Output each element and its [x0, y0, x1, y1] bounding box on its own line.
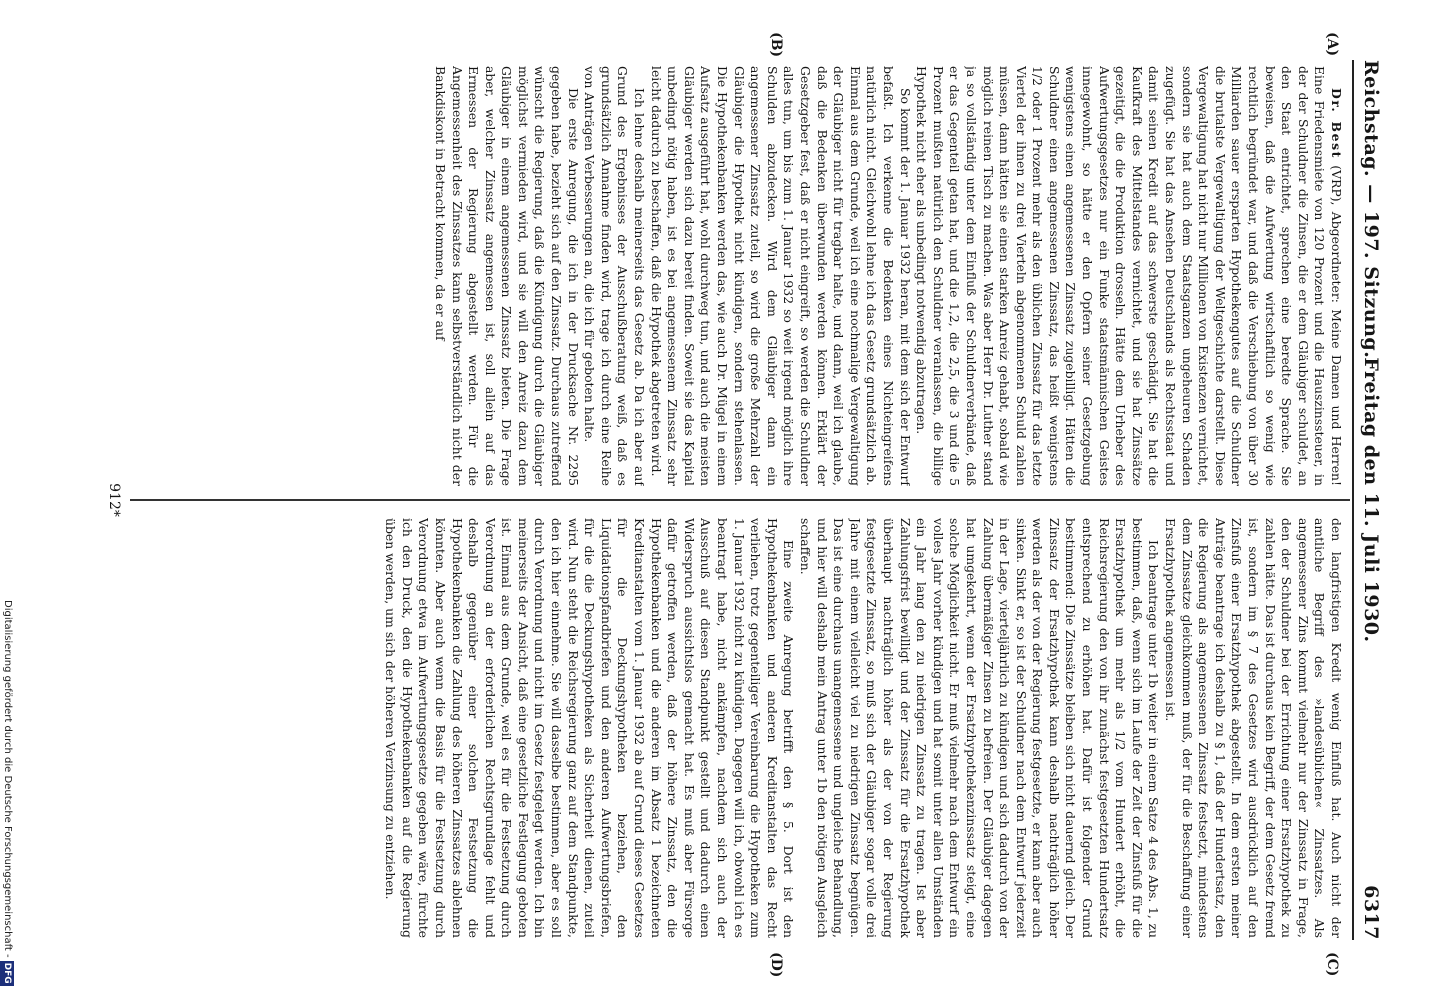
- margin-marker-c: (C): [1324, 952, 1340, 977]
- digitization-credit-text: [0, 600, 14, 984]
- header-page-number: 6317: [1360, 885, 1382, 940]
- speech-paragraph-4: Die erste Anregung, die ich in der Drucksache Nr. 2295 gegeben habe, bezieht sich auf den Zinssatz. Durchaus zutreffend wünscht die Regierung, daß die Kündigung durch die Gläubiger möglichst vermieden wird, und sie will den Anreiz dazu dem Gläubiger in einem angemessenen Zinssatz bieten. Die Frage aber, welcher Zinssatz angemessen ist, soll allein auf das Ermessen der Regierung abgestellt werden. Für die Angemessenheit des Zinssatzes kann selbstverständlich nicht der Bankdiskont in Betracht kommen, da er auf: [432, 66, 581, 486]
- header-date: Freitag den 11. Juli 1930.: [1360, 357, 1382, 643]
- left-text-column: [134, 66, 1344, 486]
- page-signature: 912*: [106, 483, 122, 517]
- header-session: Reichstag. — 197. Sitzung.: [1360, 60, 1382, 359]
- margin-marker-d: (D): [768, 952, 784, 978]
- right-text-column: [134, 518, 1344, 938]
- dfg-logo: DFG: [2, 962, 12, 984]
- speech-paragraph-1: [913, 66, 1344, 486]
- speech-paragraph-7: Eine zweite Anregung betrifft den § 5. Dort ist den Hypothekenbanken und anderen Kreditanstalten das Recht verliehen, trotz gegenteiliger Vereinbarung die Hypotheken zum 1. Januar 1932 nicht zu kündigen. Dagegen will ich, obwohl ich es beantragt habe, nicht ankämpfen, nachdem sich auch der Ausschuß auf diesen Standpunkt gestellt und dadurch einen Widerspruch aussichtslos gemacht hat. Es muß aber Fürsorge dafür getroffen werden, daß der höhere Zinssatz, den die Hypothekenbanken und die anderen im Absatz 1 bezeichneten Kreditanstalten vom 1. Januar 1932 ab auf Grund dieses Gesetzes für die Deckungshypotheken beziehen, den Liquidationspfandbriefen und den anderen Aufwertungsbriefen, für die die Deckungshypotheken als Sicherheit dienen, zuteil wird. Nun steht die Reichsregierung ganz auf dem Standpunkte, den ich hier einnehme. Sie will dasselbe bestimmen, aber es soll durch Verordnung und nicht im Gesetz festgelegt werden. Ich bin meinerseits der Ansicht, daß eine gesetzliche Festlegung geboten ist. Einmal aus dem Grunde, weil es für die Festsetzung durch Verordnung an der erforderlichen Rechtsgrundlage fehlt und deshalb gegenüber einer solchen Festsetzung die Hypothekenbanken die Zahlung des höheren Zinssatzes ablehnen könnten. Aber auch wenn die Basis für die Festsetzung durch Verordnung etwa im Aufwertungsgesetze gegeben wäre, fürchte ich den Druck, den die Hypothekenbanken auf die Regierung üben werden, um sich der höheren Verzinsung zu entziehen.: [383, 518, 797, 938]
- column-divider: [130, 499, 1350, 501]
- page-header: [1358, 60, 1382, 940]
- speaker-name: Dr. Best: [1329, 88, 1344, 159]
- speech-paragraph-3: Ich lehne deshalb meinerseits das Gesetz ab. Da ich aber auf Grund des Ergebnisses der Ausschußberatung weiß, daß es grundsätzlich Annahme finden wird, trage ich durch eine Reihe von Anträgen Verbesserungen an, die ich für geboten halte.: [582, 66, 648, 486]
- credit-text: Digitalisierung gefördert durch die Deutsche Forschungsgemeinschaft -: [2, 600, 13, 958]
- margin-marker-a: (A): [1324, 32, 1340, 57]
- paragraph-text: Meine Damen und Herren! Eine Friedensmiete von 120 Prozent und die Hauszinssteuer, in der der Schuldner die Zinsen, die er dem Gläubiger schuldet, an den Staat entrichtet, sprechen eine beredte Sprache. Sie beweisen, daß die Aufwertung wirtschaftlich so wenig wie rechtlich begründet war, und daß die Verschiebung von über 30 Milliarden sauer ersparten Hypothekengutes auf die Schuldner die brutalste Vergewaltigung der Weltgeschichte darstellt. Diese Vergewaltigung hat nicht nur Millionen von Existenzen vernichtet, sondern sie hat auch dem Staatsganzen ungeheuren Schaden zugefügt. Sie hat das Ansehen Deutschlands als Rechtsstaat und damit seinen Kredit auf das schwerste geschädigt. Sie hat die Kaufkraft des Mittelstandes vernichtet, und sie hat Zinssätze gezeitigt, die die Produktion drosseln. Hätte dem Urheber des Aufwertungsgesetzes nur ein Funke staatsmännischen Geistes innegewohnt, so hätte er den Opfern seiner Gesetzgebung wenigstens einen angemessenen Zinssatz zugebilligt. Hätten die Schuldner einen angemessenen Zinssatz, das heißt wenigstens 1/2 oder 1 Prozent mehr als den üblichen Zinssatz für das letzte Viertel der ihnen zu drei Vierteln abgenommenen Schuld zahlen müssen, dann hätten sie einen starken Anreiz gehabt, sobald wie möglich reinen Tisch zu machen. Was aber Herr Dr. Luther stand ja so vollständig unter dem Einfluß der Schuldnerverbände, daß er das Gegenteil getan hat, und die 1,2, die 2,5, die 3 und die 5 Prozent mußten natürlich den Schuldner veranlassen, die billige Hypothek nicht eher als unbedingt notwendig abzutragen.: [914, 66, 1344, 486]
- speaker-party: (VRP), Abgeordneter:: [1329, 165, 1344, 303]
- speech-paragraph-6: Ich beantrage unter 1b weiter in einem Satze 4 des Abs. 1, zu bestimmen, daß, wenn sich im Laufe der Zeit der Zinsfuß für die Ersatzhypothek um mehr als 1/2 vom Hundert erhöht, die Reichsregierung den von ihr zunächst festgesetzten Hundertsatz entsprechend zu erhöhen hat. Dafür ist folgender Grund bestimmend: Die Zinssätze bleiben sich nicht dauernd gleich. Der Zinssatz der Ersatzhypothek kann deshalb nachträglich höher werden als der von der Regierung festgesetzte, er kann aber auch sinken. Sinkt er, so ist der Schuldner nach dem Entwurf jederzeit in der Lage, vierteljährlich zu kündigen und sich dadurch von der Zahlung übermäßiger Zinsen zu befreien. Der Gläubiger dagegen hat umgekehrt, wenn der Ersatzhypothekenzinssatz steigt, eine solche Möglichkeit nicht. Er muß vielmehr nach dem Entwurf ein volles Jahr vorher kündigen und hat somit unter allen Umständen ein Jahr lang den zu niedrigen Zinssatz zu tragen. Ist aber Zahlungsfrist bewilligt und der Zinssatz für die Ersatzhypothek überhaupt nachträglich höher als der von der Regierung festgesetzte Zinssatz, so muß sich der Gläubiger sogar volle drei Jahre mit einem vielleicht viel zu niedrigen Zinssatz begnügen. Das ist eine durchaus unangemessene und ungleiche Behandlung, und hier will deshalb mein Antrag unter 1b den nötigen Ausgleich schaffen.: [798, 518, 1162, 938]
- speech-paragraph-5: den langfristigen Kredit wenig Einfluß hat. Auch nicht der amtliche Begriff des »landesüblichen« Zinssatzes. Als angemessener Zins kommt vielmehr nur der Zinssatz in Frage, den der Schuldner bei der Errichtung einer Ersatzhypothek zu zahlen hätte. Das ist durchaus kein Begriff, der dem Gesetz fremd ist, sondern im § 7 des Gesetzes wird ausdrücklich auf den Zinsfuß einer Ersatzhypothek abgestellt. In dem ersten meiner Anträge beantrage ich deshalb zu § 1, daß der Hundertsatz, den die Regierung als angemessenen Zinssatz festsetzt, mindestens dem Zinssatze gleichkommen muß, der für die Beschaffung einer Ersatzhypothek angemessen ist.: [1163, 518, 1344, 938]
- margin-marker-b: (B): [768, 32, 784, 58]
- header-rule: [1352, 60, 1354, 940]
- speech-paragraph-2: So kommt der 1. Januar 1932 heran, mit dem sich der Entwurf befaßt. Ich verkenne die Bedenken eines Nichteingreifens natürlich nicht. Gleichwohl lehne ich das Gesetz grundsätzlich ab. Einmal aus dem Grunde, weil ich eine nochmalige Vergewaltigung der Gläubiger nicht für tragbar halte, und dann, weil ich glaube, daß die Bedenken überwunden werden können. Erklärt der Gesetzgeber fest, daß er nicht eingreift, so werden die Schuldner alles tun, um bis zum 1. Januar 1932 so weit irgend möglich ihre Schulden abzudecken. Wird dem Gläubiger dann ein angemessener Zinssatz zuteil, so wird die große Mehrzahl der Gläubiger die Hypothek nicht kündigen, sondern stehenlassen. Die Hypothekenbanken werden das, wie auch Dr. Mügel in einem Aufsatz ausgeführt hat, wohl durchweg tun, und auch die meisten Gläubiger werden sich dazu bereit finden. Soweit sie das Kapital unbedingt nötig haben, ist es bei angemessenem Zinssatz sehr leicht dadurch zu beschaffen, daß die Hypothek abgetreten wird.: [648, 66, 913, 486]
- digitization-credit: [0, 600, 16, 1000]
